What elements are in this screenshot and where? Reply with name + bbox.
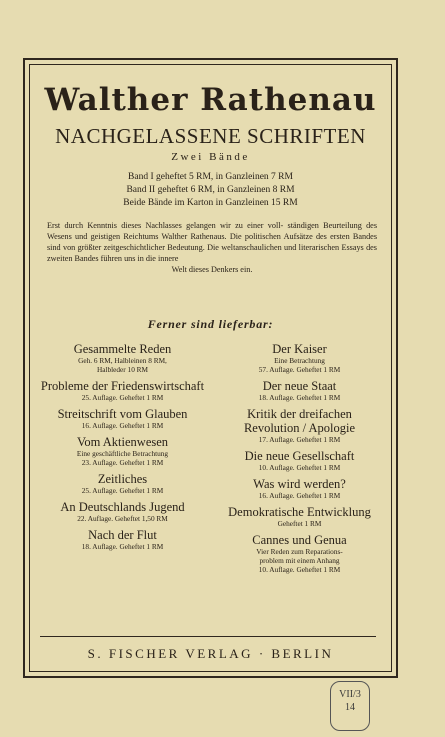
book-entry xyxy=(40,472,205,495)
book-title: Der Kaiser xyxy=(272,342,327,356)
book-detail: Vier Reden zum Reparations- xyxy=(256,547,343,556)
left-book-column xyxy=(40,342,205,556)
stamp-line: VII/3 xyxy=(339,689,361,700)
book-title: Die neue Gesellschaft xyxy=(244,449,355,463)
book-entry xyxy=(40,407,205,430)
book-detail: problem mit einem Anhang xyxy=(259,556,340,565)
book-title: An Deutschlands Jugend xyxy=(60,500,185,514)
book-title: Cannes und Genua xyxy=(252,533,347,547)
book-detail: Halbleder 10 RM xyxy=(96,365,149,374)
book-title: Der neue Staat xyxy=(262,379,337,393)
author-title: Walther Rathenau xyxy=(44,82,377,118)
description-line: Erst durch Kenntnis dieses Nachlasses gelangen wir zu einer voll- xyxy=(47,221,284,230)
publisher-footer: S. FISCHER VERLAG · BERLIN xyxy=(87,646,334,661)
book-detail: 10. Auflage. Geheftet 1 RM xyxy=(258,463,341,472)
book-entry xyxy=(40,379,205,402)
book-title: Zeitliches xyxy=(97,472,148,486)
volumes-note: Zwei Bände xyxy=(171,151,250,163)
description-line: Welt dieses Denkers ein. xyxy=(171,265,253,274)
price-line: Band II geheftet 6 RM, in Ganzleinen 8 RM xyxy=(126,185,295,195)
book-detail: 17. Auflage. Geheftet 1 RM xyxy=(258,435,341,444)
book-entry xyxy=(40,342,205,374)
right-book-column xyxy=(222,342,377,579)
description-line: literarischen Essays des zweiten Bandes führen uns in die innere xyxy=(47,243,377,263)
book-detail: Geheftet 1 RM xyxy=(277,519,322,528)
description-line: Rathenaus. Die politischen Aufsätze des ersten Bandes sind von xyxy=(47,232,378,252)
description-line: ständigen Beurteilung des Wesens und geistigen Reichtums Walther xyxy=(47,221,378,241)
book-entry xyxy=(222,407,377,444)
book-entry xyxy=(40,500,205,523)
book-entry xyxy=(222,505,377,528)
available-heading: Ferner sind lieferbar: xyxy=(147,317,274,331)
book-entry xyxy=(222,533,377,574)
book-entry xyxy=(40,528,205,551)
book-detail: 16. Auflage. Geheftet 1 RM xyxy=(81,421,164,430)
book-entry xyxy=(222,379,377,402)
book-title: Gesammelte Reden xyxy=(73,342,172,356)
book-title: Nach der Flut xyxy=(88,528,157,542)
archive-stamp xyxy=(330,681,370,731)
book-title: Vom Aktienwesen xyxy=(76,435,169,449)
book-entry xyxy=(40,435,205,467)
book-title: Probleme der Friedenswirtschaft xyxy=(40,379,205,393)
book-title: Streitschrift vom Glauben xyxy=(57,407,188,421)
book-detail: 23. Auflage. Geheftet 1 RM xyxy=(81,458,164,467)
book-title: Demokratische Entwicklung xyxy=(228,505,371,519)
book-entry xyxy=(222,477,377,500)
description-paragraph xyxy=(47,220,377,275)
book-entry xyxy=(222,449,377,472)
book-detail: Geh. 6 RM, Halbleinen 8 RM, xyxy=(78,356,167,365)
book-title: NACHGELASSENE SCHRIFTEN xyxy=(55,124,366,148)
book-detail: Eine geschäftliche Betrachtung xyxy=(76,449,169,458)
book-detail: Eine Betrachtung xyxy=(274,356,325,365)
book-detail: 22. Auflage. Geheftet 1,50 RM xyxy=(77,514,168,523)
book-detail: 57. Auflage. Geheftet 1 RM xyxy=(258,365,341,374)
description-line: größter zeitgeschichtlicher Bedeutung. Die weltanschaulichen und xyxy=(77,243,297,252)
book-detail: 16. Auflage. Geheftet 1 RM xyxy=(258,491,341,500)
book-detail: 25. Auflage. Geheftet 1 RM xyxy=(81,393,164,402)
book-title: Kritik der dreifachen Revolution / Apologie xyxy=(243,407,356,435)
price-line: Band I geheftet 5 RM, in Ganzleinen 7 RM xyxy=(128,172,293,182)
book-entry xyxy=(222,342,377,374)
book-detail: 25. Auflage. Geheftet 1 RM xyxy=(81,486,164,495)
book-detail: 18. Auflage. Geheftet 1 RM xyxy=(258,393,341,402)
footer-divider xyxy=(40,636,376,637)
book-title: Was wird werden? xyxy=(253,477,346,491)
book-detail: 10. Auflage. Geheftet 1 RM xyxy=(258,565,341,574)
price-line: Beide Bände im Karton in Ganzleinen 15 RM xyxy=(123,198,298,208)
book-detail: 18. Auflage. Geheftet 1 RM xyxy=(81,542,164,551)
stamp-line: 14 xyxy=(345,702,355,713)
